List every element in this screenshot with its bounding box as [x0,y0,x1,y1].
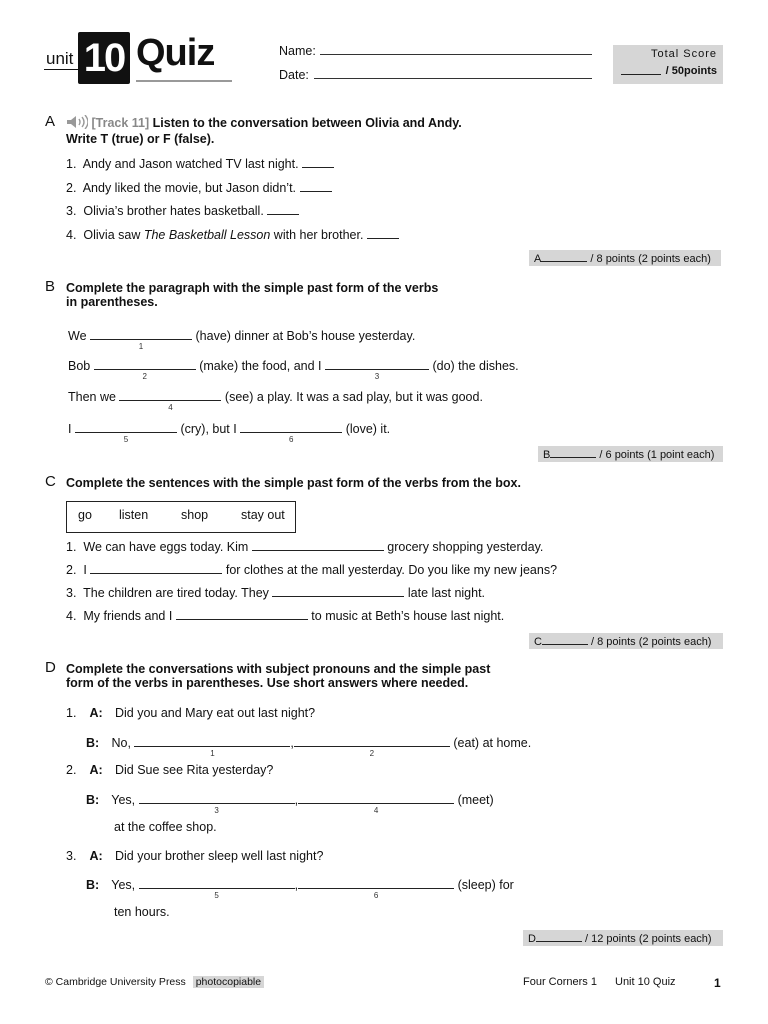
section-a-instruction [66,115,586,146]
c-item-1 [66,539,543,554]
answer-blank-1[interactable] [90,328,192,351]
answer-blank-1[interactable] [134,735,290,758]
section-d-instruction-1: Complete the conversations with subject pronouns and the simple past [66,662,491,676]
answer-blank[interactable] [176,608,308,620]
score-text: / 8 points (2 points each) [591,636,712,648]
name-label: Name: [279,44,316,58]
item-text-post: with her brother. [273,228,364,242]
d-item-2-continuation: at the coffee shop. [114,820,217,834]
b-line-3 [68,389,483,412]
score-text: / 12 points (2 points each) [585,933,712,945]
answer-blank[interactable] [302,156,334,168]
answer-blank[interactable] [267,203,299,215]
text: late last night. [407,586,486,600]
a-item-3 [66,203,299,218]
answer-suffix: (meet) [457,793,494,807]
speaker-b: B: [86,736,100,750]
question-text: Did your brother sleep well last night? [114,849,324,863]
text: I [83,563,87,577]
text: (have) dinner at Bob’s house yesterday. [195,329,416,343]
score-letter: B [543,449,551,461]
text: (cry), but I [180,422,237,436]
item-number: 3. [66,586,77,600]
blank-number: 2 [142,372,147,381]
section-c-instruction: Complete the sentences with the simple past form of the verbs from the box. [66,476,521,490]
section-b-score [538,446,723,462]
d-item-2-answer [86,792,494,815]
answer-blank[interactable] [90,562,222,574]
text: I [68,422,72,436]
item-number: 4. [66,228,77,242]
item-number: 2. [66,763,77,777]
text: Then we [68,390,116,404]
section-b-instruction [66,281,586,309]
text: We [68,329,87,343]
blank-number: 5 [214,891,219,900]
answer-blank[interactable] [367,227,399,239]
speaker-a: A: [89,706,103,720]
section-d-instruction-2: form of the verbs in parentheses. Use short answers where needed. [66,676,469,690]
item-text: Olivia’s brother hates basketball. [83,204,264,218]
answer-blank-4[interactable] [119,389,221,412]
b-line-1 [68,328,416,351]
text: We can have eggs today. Kim [83,540,249,554]
speaker-a: A: [89,849,103,863]
item-number: 2. [66,181,77,195]
page-number: 1 [714,976,721,990]
answer-blank[interactable] [252,539,384,551]
footer-copyright [45,976,264,988]
photocopiable-badge: photocopiable [193,976,264,988]
score-letter: A [534,253,542,265]
blank-number: 3 [374,372,380,381]
answer-suffix: (sleep) for [457,878,514,892]
text: (see) a play. It was a sad play, but it was good. [224,390,483,404]
score-blank[interactable] [536,930,582,942]
c-item-4 [66,608,504,623]
date-line[interactable] [314,78,592,79]
d-item-3-question [66,849,323,863]
answer-blank-4[interactable] [298,792,454,815]
item-text: Andy and Jason watched TV last night. [82,157,299,171]
speaker-b: B: [86,793,100,807]
answer-blank-3[interactable] [325,358,429,381]
text: (love) it. [345,422,391,436]
a-item-1 [66,156,334,171]
answer-prefix: Yes, [111,793,136,807]
word-box-item: go [78,508,92,522]
blank-number: 3 [214,806,219,815]
d-item-1-answer [86,735,532,758]
text: (do) the dishes. [432,359,519,373]
answer-blank-5[interactable] [75,421,177,444]
item-number: 3. [66,204,77,218]
answer-blank-2[interactable] [94,358,196,381]
answer-blank-3[interactable] [139,792,295,815]
total-points: / 50points [665,65,717,77]
d-item-3-continuation: ten hours. [114,905,170,919]
text: Bob [68,359,91,373]
word-box-item: listen [119,508,149,522]
section-a-instruction-1: Listen to the conversation between Olivia and Andy. [152,116,462,130]
comma: , [294,878,299,892]
unit-word: unit [46,49,74,68]
section-b-instruction-2: in parentheses. [66,295,158,309]
d-item-2-question [66,763,273,777]
track-label: [Track 11] [91,116,150,130]
blank-number: 6 [288,435,294,444]
blank-number: 4 [168,403,173,412]
answer-blank[interactable] [272,585,404,597]
footer-book: Four Corners 1 [523,976,597,988]
title-underline [136,80,232,82]
total-score-line[interactable] [621,74,661,75]
text: for clothes at the mall yesterday. Do you like my new jeans? [225,563,558,577]
b-line-2 [68,358,519,381]
c-item-3 [66,585,485,600]
c-item-2 [66,562,557,577]
total-score-box [613,45,723,84]
answer-blank-6[interactable] [240,421,342,444]
word-box-item: shop [181,508,209,522]
section-b-letter: B [45,278,56,295]
section-d-letter: D [45,659,56,676]
unit-header [44,32,244,88]
section-c-letter: C [45,473,56,490]
answer-suffix: (eat) at home. [453,736,532,750]
item-number: 3. [66,849,77,863]
text: to music at Beth’s house last night. [311,609,505,623]
blank-number: 1 [210,749,215,758]
section-d-instruction [66,662,626,690]
date-field[interactable] [279,68,599,82]
copyright-text: © Cambridge University Press [45,976,186,988]
d-item-3-answer [86,877,514,900]
item-number: 1. [66,157,77,171]
section-b-instruction-1: Complete the paragraph with the simple past form of the verbs [66,281,439,295]
blank-number: 5 [123,435,129,444]
date-label: Date: [279,68,309,82]
total-score-label: Total Score [650,48,717,60]
score-blank[interactable] [550,446,596,458]
item-number: 2. [66,563,77,577]
blank-number: 2 [369,749,375,758]
section-a-score [529,250,721,266]
footer-unit: Unit 10 Quiz [615,976,676,988]
item-text-pre: Olivia saw [83,228,141,242]
blank-number: 6 [373,891,379,900]
comma: , [290,736,294,750]
d-item-1-question [66,706,315,720]
text: My friends and I [83,609,173,623]
comma: , [294,793,299,807]
question-text: Did Sue see Rita yesterday? [114,763,274,777]
answer-blank-2[interactable] [294,735,450,758]
section-a-instruction-2: Write T (true) or F (false). [66,132,215,146]
speaker-icon[interactable] [66,115,88,132]
score-letter: D [528,933,536,945]
unit-underline [44,69,78,70]
item-number: 1. [66,540,77,554]
word-box-item: stay out [241,508,285,522]
blank-number: 1 [138,342,144,351]
item-number: 4. [66,609,77,623]
book-title: The Basketball Lesson [143,228,271,242]
answer-prefix: No, [111,736,131,750]
answer-blank-5[interactable] [139,877,295,900]
speaker-a: A: [89,763,103,777]
section-a-letter: A [45,113,56,130]
item-text: Andy liked the movie, but Jason didn’t. [82,181,297,195]
question-text: Did you and Mary eat out last night? [114,706,316,720]
score-letter: C [534,636,542,648]
score-text: / 6 points (1 point each) [599,449,715,461]
text: grocery shopping yesterday. [387,540,544,554]
word-box [66,501,296,533]
score-blank[interactable] [541,250,587,262]
name-field[interactable] [279,44,599,58]
text: The children are tired today. They [83,586,269,600]
answer-blank-6[interactable] [298,877,454,900]
a-item-4 [66,227,399,242]
speaker-b: B: [86,878,100,892]
answer-prefix: Yes, [111,878,136,892]
text: (make) the food, and I [199,359,322,373]
blank-number: 4 [373,806,379,815]
score-blank[interactable] [542,633,588,645]
quiz-title: Quiz [136,32,215,74]
b-line-4 [68,421,391,444]
a-item-2 [66,180,332,195]
item-number: 1. [66,706,77,720]
score-text: / 8 points (2 points each) [590,253,711,265]
name-line[interactable] [320,54,592,55]
unit-number: 10 [83,36,125,80]
answer-blank[interactable] [300,180,332,192]
section-d-score [523,930,723,946]
unit-number-box [78,32,130,84]
section-c-score [529,633,723,649]
